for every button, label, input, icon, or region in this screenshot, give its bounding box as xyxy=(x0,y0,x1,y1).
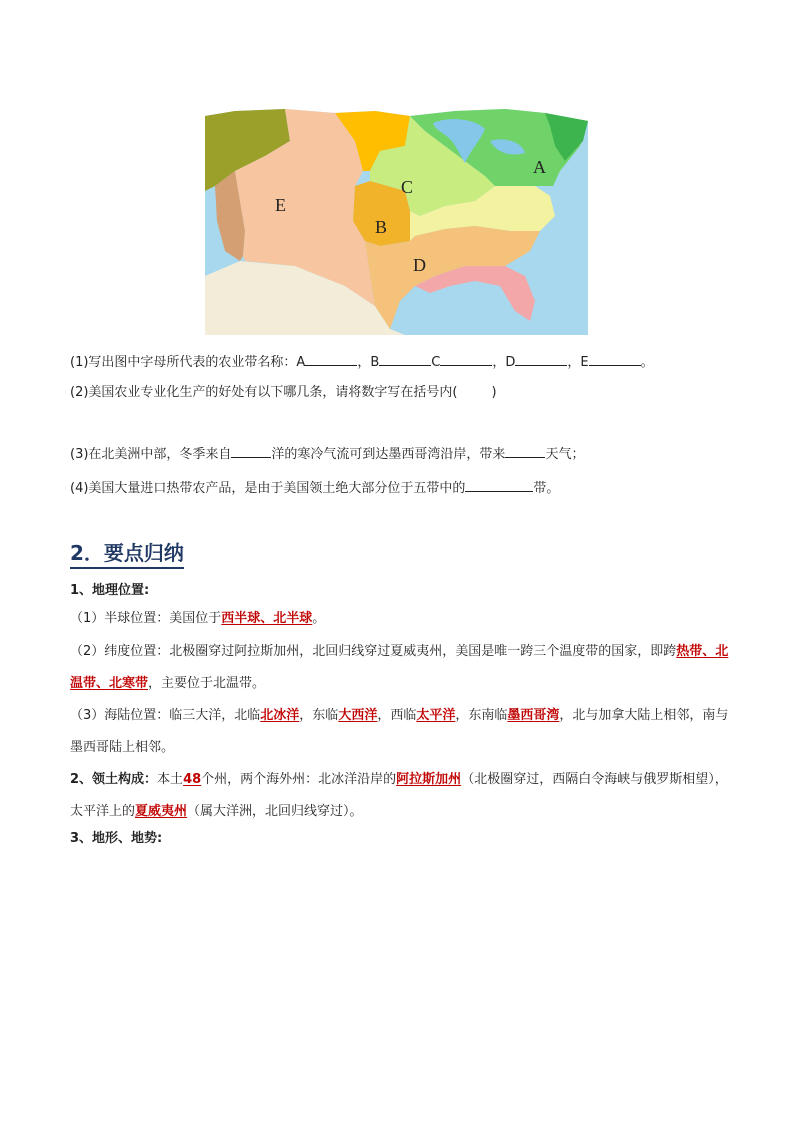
p2-text: 本土 xyxy=(157,772,184,787)
label-B: B xyxy=(375,217,388,237)
q1-prefix: (1)写出图中字母所代表的农业带名称： xyxy=(70,355,297,370)
q2-text: (2)美国农业专业化生产的好处有以下哪几条，请将数字写在括号内( xyxy=(70,385,458,400)
q3-part-b: 洋的寒冷气流可到达墨西哥湾沿岸，带来 xyxy=(271,447,506,462)
point-3-title: 3、地形、地势: xyxy=(70,831,163,846)
q1-a-label: A xyxy=(296,355,306,370)
q1-b-blank[interactable] xyxy=(379,352,431,366)
q1-d-blank[interactable] xyxy=(515,352,567,366)
p1-2-answer: 热带、北温带、北寒带 xyxy=(70,644,729,691)
q1-e-blank[interactable] xyxy=(589,352,641,366)
question-1 xyxy=(70,352,654,372)
q4-part-a: (4)美国大量进口热带农产品，是由于美国领土绝大部分位于五带中的 xyxy=(70,481,466,496)
q1-c-blank[interactable] xyxy=(440,352,492,366)
pacific-ocean: 太平洋 xyxy=(416,708,456,723)
p1-3-end: ，北与加拿大陆上相邻，南与墨西哥陆上相邻。 xyxy=(70,708,729,755)
label-A: A xyxy=(533,157,546,177)
state-count: 48 xyxy=(183,772,202,787)
q1-sep: ， xyxy=(357,355,371,370)
question-4 xyxy=(70,478,559,498)
p1-2-text: （2）纬度位置：北极圈穿过阿拉斯加州，北回归线穿过夏威夷州，美国是唯一跨三个温度带的国家，即跨 xyxy=(70,644,677,659)
p2-end: （属大洋洲，北回归线穿过）。 xyxy=(187,804,363,819)
q1-sep: ， xyxy=(567,355,581,370)
q1-c-label: C xyxy=(431,355,441,370)
q2-close: ) xyxy=(491,385,497,400)
question-2 xyxy=(70,384,497,402)
p2-text: （北极圈穿过，西隔白令海峡与俄罗斯相望），太平洋上的 xyxy=(70,772,728,819)
label-D: D xyxy=(413,255,426,275)
section-title: 2．要点归纳 xyxy=(70,540,184,569)
point-1-3 xyxy=(70,700,730,764)
q3-blank-2[interactable] xyxy=(505,444,545,458)
point-1-1 xyxy=(70,610,325,628)
p2-title: 2、领土构成： xyxy=(70,772,158,787)
point-1-title: 1、地理位置: xyxy=(70,583,150,598)
p1-3-text: ，西临 xyxy=(377,708,417,723)
q1-sep: ， xyxy=(492,355,506,370)
q3-part-c: 天气； xyxy=(545,447,585,462)
question-2-options xyxy=(70,414,95,432)
agriculture-belt-map xyxy=(205,101,588,335)
q4-blank[interactable] xyxy=(465,478,533,492)
p1-3-text: （3）海陆位置：临三大洋，北临 xyxy=(70,708,261,723)
q1-d-label: D xyxy=(505,355,516,370)
gulf-of-mexico: 墨西哥湾 xyxy=(507,708,560,723)
p1-3-text: ，东临 xyxy=(299,708,339,723)
q1-end: 。 xyxy=(640,355,654,370)
map-svg xyxy=(205,101,588,335)
p2-text: 个州，两个海外州：北冰洋沿岸的 xyxy=(201,772,397,787)
label-E: E xyxy=(275,195,286,215)
q3-blank-1[interactable] xyxy=(231,444,271,458)
point-2 xyxy=(70,764,730,828)
p1-1-end: 。 xyxy=(312,611,326,626)
p1-2-end: ，主要位于北温带。 xyxy=(148,676,266,691)
p1-1-text: （1）半球位置：美国位于 xyxy=(70,611,222,626)
label-C: C xyxy=(401,177,414,197)
question-3 xyxy=(70,444,584,464)
q1-a-blank[interactable] xyxy=(305,352,357,366)
q1-b-label: B xyxy=(370,355,380,370)
alaska: 阿拉斯加州 xyxy=(396,772,462,787)
q1-e-label: E xyxy=(580,355,589,370)
point-1-2 xyxy=(70,636,730,700)
hawaii: 夏威夷州 xyxy=(135,804,188,819)
q4-part-b: 带。 xyxy=(533,481,560,496)
q3-part-a: (3)在北美洲中部，冬季来自 xyxy=(70,447,232,462)
arctic-ocean: 北冰洋 xyxy=(260,708,300,723)
p1-1-answer: 西半球、北半球 xyxy=(221,611,313,626)
p1-3-text: ，东南临 xyxy=(455,708,508,723)
atlantic-ocean: 大西洋 xyxy=(338,708,378,723)
